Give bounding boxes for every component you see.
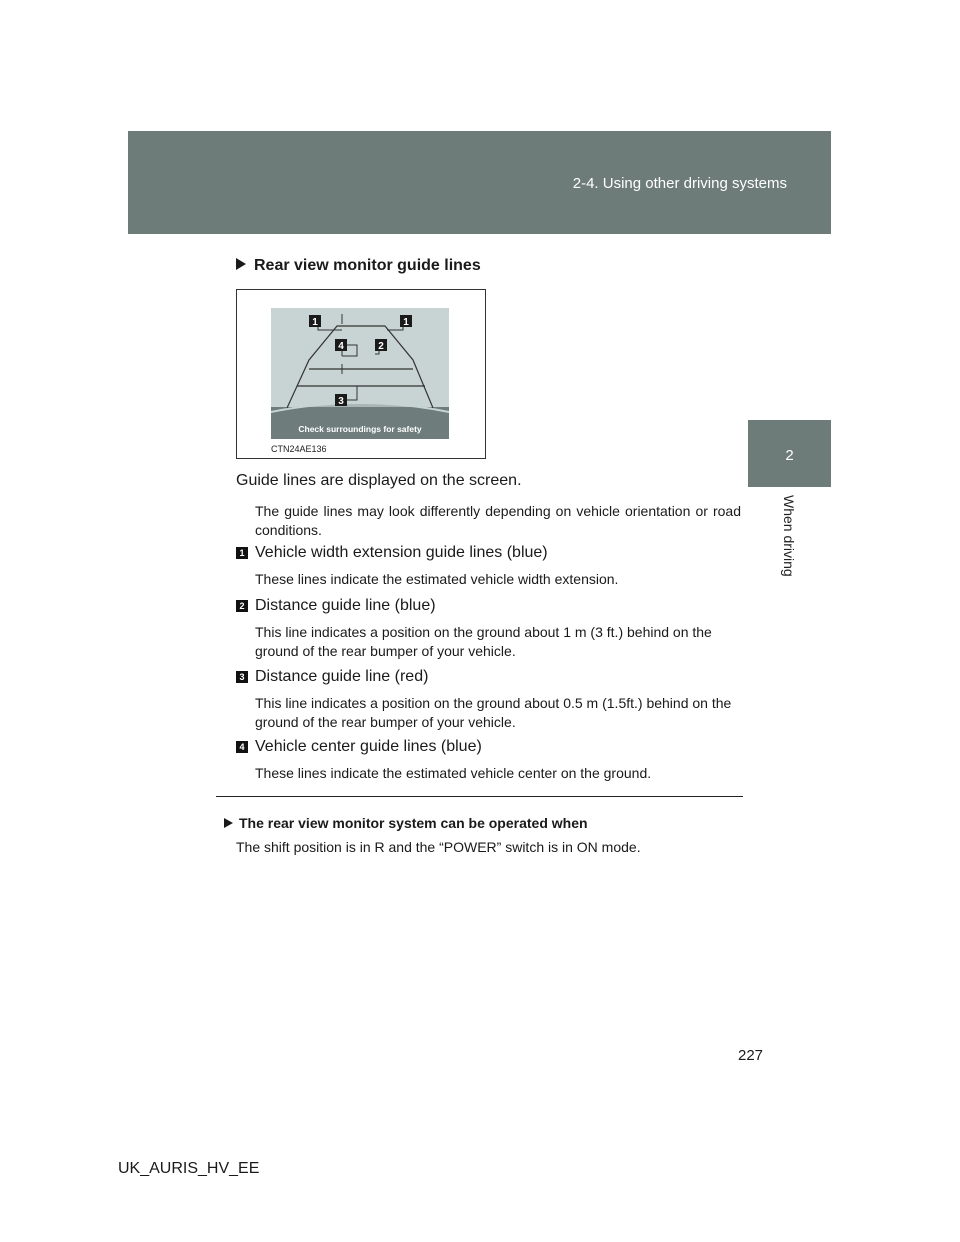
guide-item [236,668,732,730]
item-description: These lines indicate the estimated vehicle width extension. [255,571,619,587]
item-number-badge: 1 [236,547,248,559]
divider [216,796,743,797]
orientation-note: The guide lines may look differently depending on vehicle orientation or road conditions. [255,503,741,538]
item-title: Vehicle width extension guide lines (blue) [255,544,548,561]
item-title: Distance guide line (blue) [255,597,436,614]
guide-item [236,738,652,781]
callout-4-label: 4 [338,341,344,352]
item-description: This line indicates a position on the ground about 0.5 m (1.5ft.) behind on the ground of the rear bumper of your vehicle. [255,695,732,730]
item-description: This line indicates a position on the ground about 1 m (3 ft.) behind on the ground of the rear bumper of your vehicle. [255,624,712,659]
item-title: Distance guide line (red) [255,668,429,685]
operation-note-heading [224,815,588,831]
operation-note-heading-text: The rear view monitor system can be operated when [239,815,588,831]
operation-note-text: The shift position is in R and the “POWER” switch is in ON mode. [236,839,641,855]
callout-2-label: 2 [378,341,384,352]
callout-1-right-label: 1 [403,317,409,328]
item-number-badge: 4 [236,741,248,753]
chapter-label: When driving [781,495,797,577]
triangle-bullet-icon [224,818,233,828]
callout-1-left-label: 1 [312,317,318,328]
item-title: Vehicle center guide lines (blue) [255,738,482,755]
message-bar [271,407,449,439]
section-heading [236,257,481,275]
triangle-bullet-icon [236,258,246,270]
guide-lines-figure [236,289,486,459]
item-number-badge: 2 [236,600,248,612]
figure-id: CTN24AE136 [271,444,327,454]
chapter-tab [748,420,831,487]
guide-item [236,544,619,587]
screen-message: Check surroundings for safety [298,424,422,434]
chapter-header-bar [128,131,831,234]
item-number-badge: 3 [236,671,248,683]
guide-item [236,597,712,659]
intro-text: Guide lines are displayed on the screen. [236,472,522,489]
section-title: 2-4. Using other driving systems [572,175,787,192]
callout-3-label: 3 [338,396,344,407]
page-number: 227 [738,1047,764,1064]
monitor-illustration [237,290,485,458]
item-description: These lines indicate the estimated vehicle center on the ground. [255,765,652,781]
document-code: UK_AURIS_HV_EE [118,1160,260,1177]
chapter-number: 2 [785,447,794,464]
section-heading-text: Rear view monitor guide lines [254,257,481,274]
